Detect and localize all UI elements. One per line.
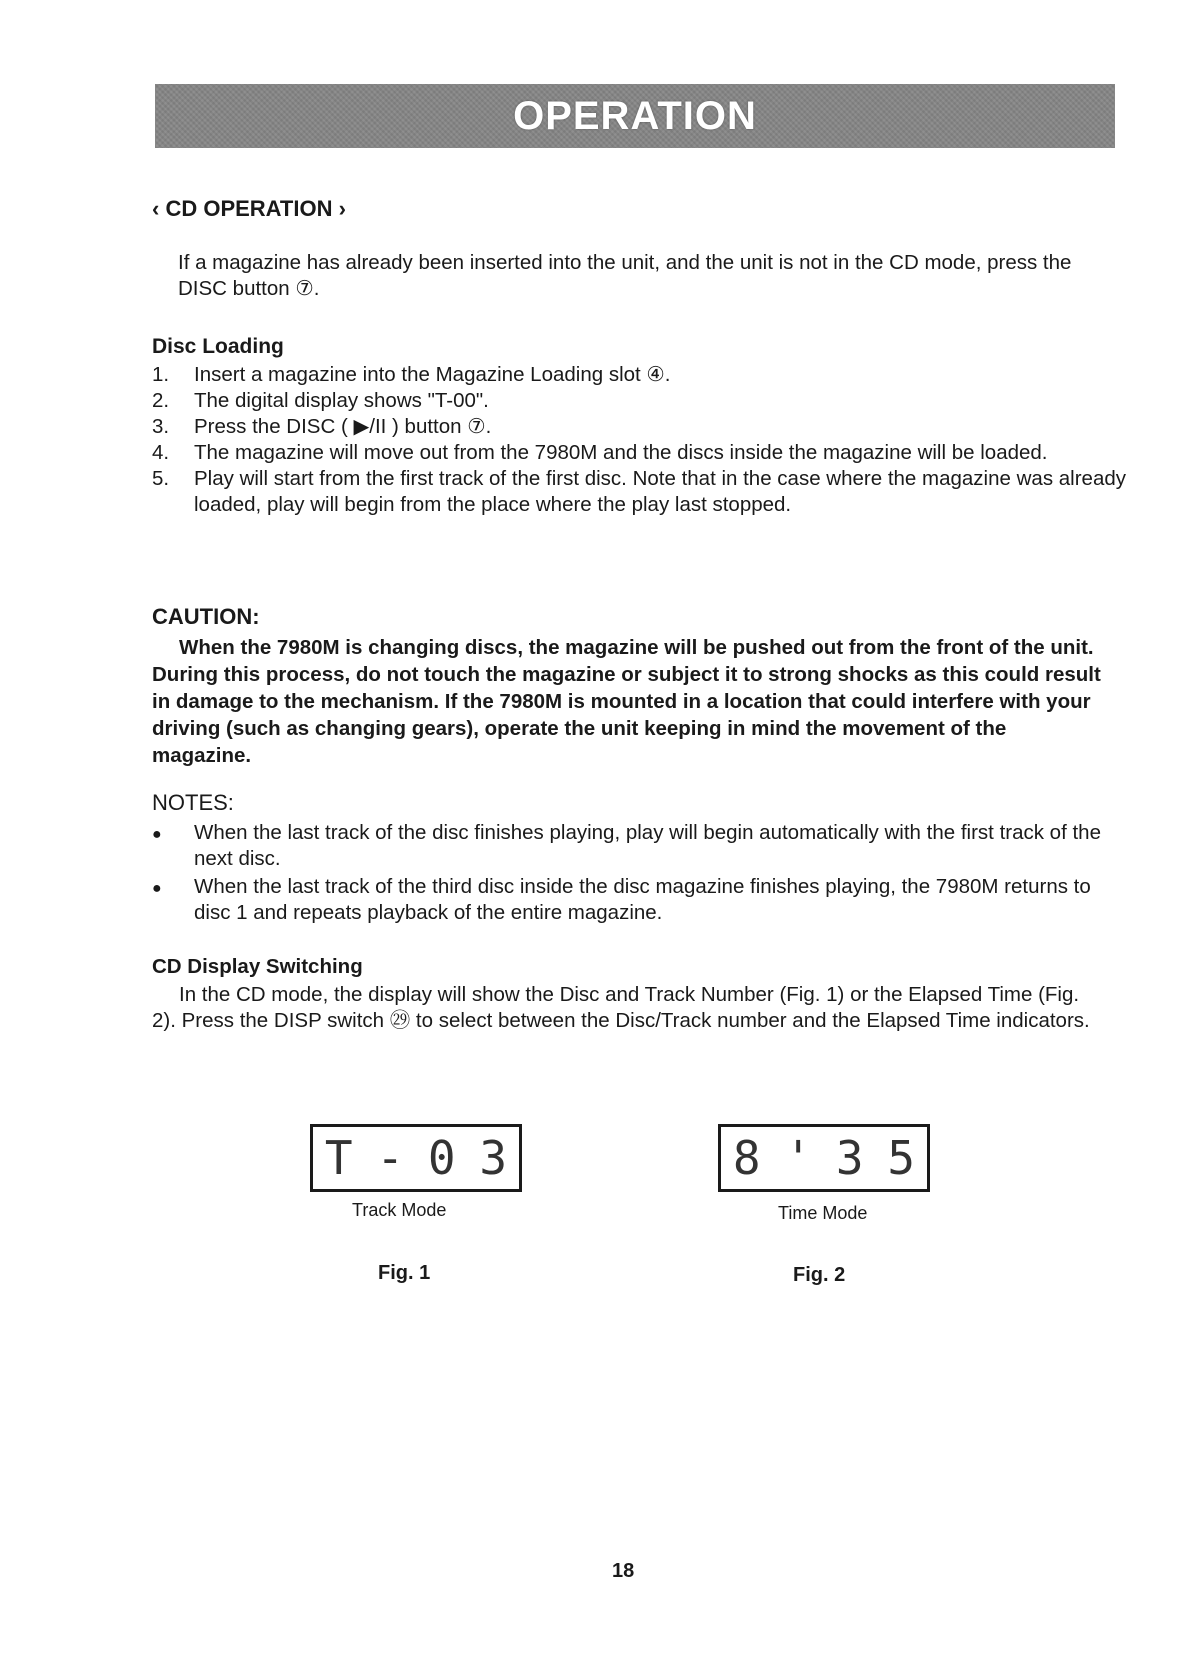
bullet-icon: ● xyxy=(152,826,162,843)
lcd-char: 3 xyxy=(835,1131,864,1185)
note-text: When the last track of the disc finishes playing, play will begin automatically with the first track of the next disc. xyxy=(194,821,1101,870)
intro-paragraph xyxy=(178,250,1078,302)
notes-heading: NOTES: xyxy=(152,790,234,815)
lcd-char: 0 xyxy=(427,1131,456,1185)
step-number: 4. xyxy=(152,441,170,464)
lcd-char: 3 xyxy=(479,1131,508,1185)
section-title: ‹ CD OPERATION › xyxy=(152,196,346,221)
notes-list xyxy=(152,820,1102,928)
lcd-char: ' xyxy=(784,1131,813,1185)
list-item xyxy=(152,440,1132,466)
step-text: Play will start from the first track of the first disc. Note that in the case where the magazine was already loaded, play will begin from the place where the play last stopped. xyxy=(194,467,1126,516)
page-title: OPERATION xyxy=(513,93,757,138)
list-item xyxy=(152,466,1132,518)
track-mode-display xyxy=(310,1124,522,1192)
step-number: 2. xyxy=(152,389,170,412)
list-item xyxy=(152,414,1132,440)
step-text: Insert a magazine into the Magazine Loading slot ④. xyxy=(194,363,671,386)
track-mode-caption: Track Mode xyxy=(352,1200,447,1220)
step-number: 1. xyxy=(152,363,170,386)
fig-2-label: Fig. 2 xyxy=(793,1264,846,1286)
page-number: 18 xyxy=(612,1560,635,1582)
step-number: 5. xyxy=(152,467,170,490)
fig-1-label: Fig. 1 xyxy=(378,1262,431,1284)
lcd-char: - xyxy=(376,1131,405,1185)
time-mode-caption: Time Mode xyxy=(778,1203,868,1223)
display-switching-body: In the CD mode, the display will show the Disc and Track Number (Fig. 1) or the Elapsed Time (Fig. 2). Press the DISP switch ㉙ to select between the Disc/Track number and the Elapsed Time indicators. xyxy=(152,983,1090,1032)
list-item xyxy=(152,874,1102,926)
caution-body: When the 7980M is changing discs, the magazine will be pushed out from the front of the unit. During this process, do not touch the magazine or subject it to strong shocks as this could result in damage to the mechanism. If the 7980M is mounted in a location that could interfere with your driving (such as changing gears), operate the unit keeping in mind the movement of the magazine. xyxy=(152,636,1101,767)
list-item xyxy=(152,820,1102,872)
note-text: When the last track of the third disc inside the disc magazine finishes playing, the 7980M returns to disc 1 and repeats playback of the entire magazine. xyxy=(194,875,1091,924)
lcd-char: 5 xyxy=(887,1131,916,1185)
lcd-char: 8 xyxy=(732,1131,761,1185)
header-banner xyxy=(155,84,1115,148)
list-item xyxy=(152,362,1132,388)
step-number: 3. xyxy=(152,415,170,438)
disc-loading-steps xyxy=(152,362,1132,518)
step-text: The digital display shows "T-00". xyxy=(194,389,489,412)
intro-text: If a magazine has already been inserted into the unit, and the unit is not in the CD mode, press the DISC button ⑦. xyxy=(178,251,1072,300)
lcd-char: T xyxy=(324,1131,353,1185)
time-mode-display xyxy=(718,1124,930,1192)
display-switching-heading: CD Display Switching xyxy=(152,955,363,978)
bullet-icon: ● xyxy=(152,880,162,897)
step-text: The magazine will move out from the 7980M and the discs inside the magazine will be loaded. xyxy=(194,441,1048,464)
disc-loading-heading: Disc Loading xyxy=(152,335,284,358)
list-item xyxy=(152,388,1132,414)
step-text: Press the DISC ( ▶/II ) button ⑦. xyxy=(194,415,492,438)
caution-heading: CAUTION: xyxy=(152,604,260,629)
